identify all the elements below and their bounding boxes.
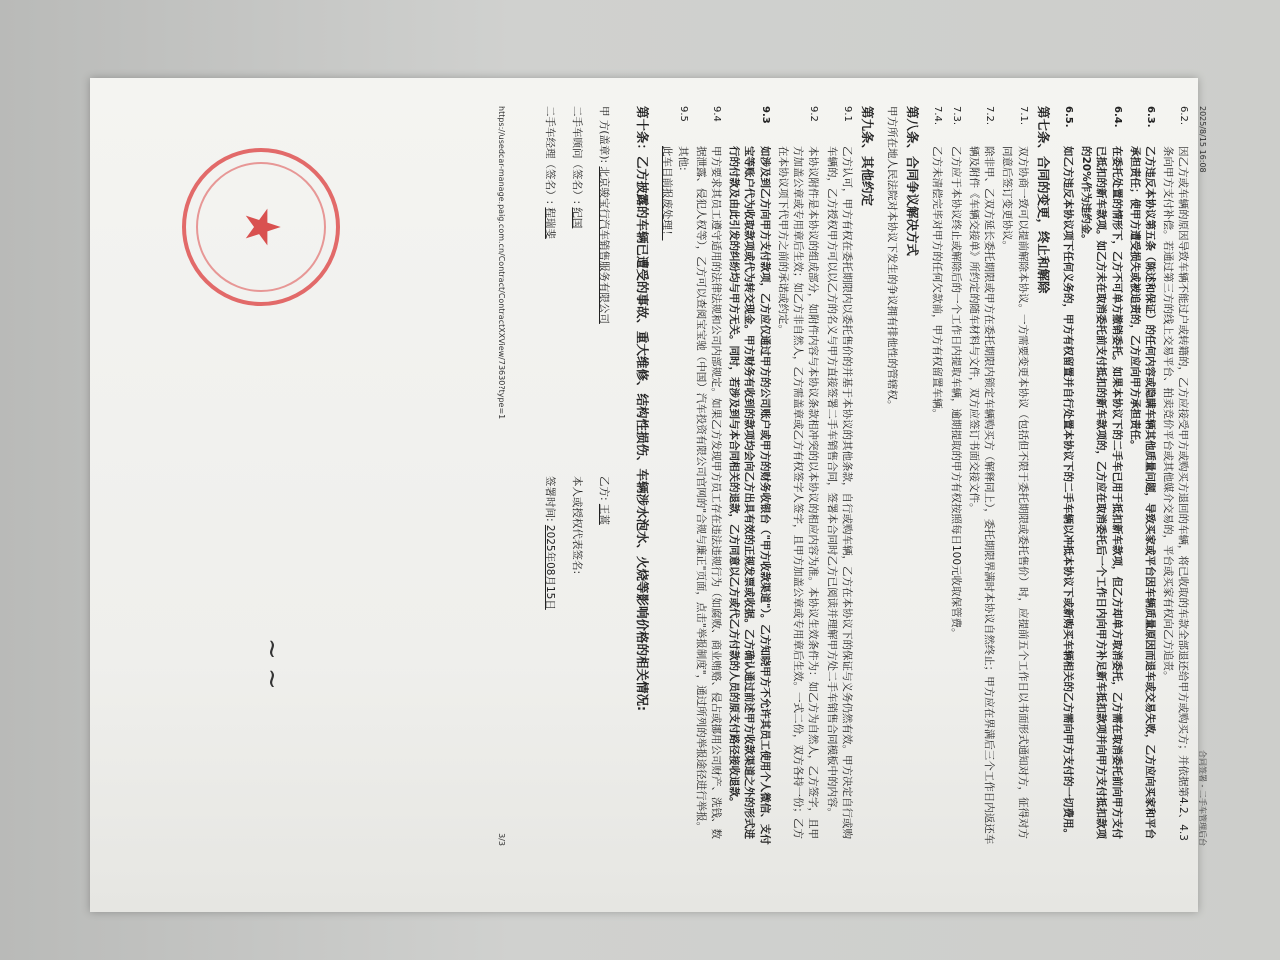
clause-number: 7.1.	[1017, 106, 1029, 126]
contract-page	[90, 78, 1207, 912]
party-b-column	[529, 476, 623, 846]
footer-url: https://usedcar-manage.paig.com.cn/Contract/ContractXXView/73630?type=1	[497, 106, 507, 420]
header-title: 合同签署 - 二手车管理后台	[1198, 750, 1207, 846]
section-7-title: 第七条、合同的变更，终止和解除	[1035, 106, 1051, 294]
section-8-text: 甲方所在地人民法院对本协议下发生的争议拥有排他性的管辖权。	[886, 106, 899, 411]
clause-number: 6.5.	[1062, 106, 1074, 128]
header-date: 2025/8/15 16:08	[1198, 106, 1207, 173]
party-a-column	[529, 106, 623, 476]
clause-number: 7.4.	[932, 106, 944, 126]
clause-number: 9.4	[711, 106, 722, 122]
company-seal	[182, 148, 340, 306]
clause-text: 本协议附件是本协议的组成部分，如附件内容与本协议条款相冲突的以本协议的相应内容为准。本协议生效条件为：如乙方为自然人，乙方签字，且甲方加盖公章或专用章后生效；如乙方非自然人，乙方需盖章或乙方有权签字人签字，且甲方加盖公章或专用章后生效。一式二份，双方各持一份；乙方在本协议项下代甲方之前的承诺或约定。	[776, 146, 820, 839]
clause-text: 甲方要求其员工遵守适用的法律法规和公司内部规定。如果乙方发现甲方员工存在违法违规行为（如腐败、商业贿赂、侵占或挪用公司财产、洗钱、数据泄露、侵犯人权等），乙方可以查阅宝宝驰（中国）汽车投资有限公司官网的"合规与廉正"页面，点击"举报制度"，通过所列的举报途径进行举报。	[694, 146, 722, 839]
page-footer	[496, 106, 508, 846]
manager-line	[541, 106, 556, 476]
advisor-value: 纪国	[570, 207, 583, 229]
clause-number: 6.2.	[1178, 106, 1190, 126]
clause-number: 7.3.	[950, 106, 962, 126]
section-10-title: 第十条：乙方披露的车辆已遭受的事故、重大维修、结构性损伤、车辆涉水泡水、火烧等影响价格的相关情况:	[635, 106, 651, 712]
clause-9-5	[659, 106, 689, 846]
page-number: 3/3	[497, 833, 507, 846]
clause-number: 7.2.	[984, 106, 996, 126]
clause-6-2	[1160, 106, 1190, 846]
clause-extra-note: 此车目前报废处理！	[661, 146, 674, 241]
clause-7-1	[999, 106, 1029, 846]
sign-time-label: 签署时间:	[543, 476, 556, 522]
party-a-line	[596, 106, 611, 476]
clause-6-4	[1078, 106, 1124, 846]
clause-9-2	[775, 106, 821, 846]
clause-text: 因乙方或车辆的原因导致车辆不能过户或转籍的，乙方应接受甲方或购买方退回的车辆，将已收取的车款全部退还给甲方或购买方；并依据第4.2、4.3条向甲方支付补偿。若通过第三方的线上交易平台、拍卖竞价平台或其他媒介交易的，平台或买家有权向乙方追责。	[1162, 146, 1190, 841]
clause-7-3	[947, 106, 962, 846]
clause-7-4	[929, 106, 944, 846]
sign-time-value: 2025年08月15日	[543, 524, 556, 610]
clause-7-2	[966, 106, 996, 846]
clause-9-3	[726, 106, 772, 846]
rep-line	[569, 476, 584, 846]
clause-number: 6.3.	[1144, 106, 1156, 128]
party-a-label: 甲 方(盖章):	[598, 106, 610, 164]
handwritten-signature: ~ ~	[257, 638, 287, 690]
section-8-title: 第八条、合同争议解决方式	[905, 106, 921, 257]
clause-text: 乙方未清偿完毕对甲方的任何欠款前，甲方有权留置车辆。	[931, 146, 944, 419]
clause-text: 双方协商一致可以提前解除本协议。一方需要变更本协议（包括但不限于委托期限或委托售价）时，应提前五个工作日以书面形式通知对方，征得对方同意后签订变更协议。	[1001, 146, 1029, 839]
clause-text: 乙方违反本协议第五条（陈述和保证）的任何内容或隐瞒车辆其他质量问题，导致买家或平台因车辆质量原因而退车或交易失败，乙方应向买家和平台承担责任；使甲方遭受损失或被追责的，乙方应向甲方承担责任。	[1128, 146, 1156, 839]
clause-text: 如乙方违反本协议项下任何义务的，甲方有权留置并自行处置本协议下的二手车辆以冲抵本协议下或新购买车辆相关的乙方需向甲方支付的一切费用。	[1061, 146, 1074, 839]
clause-text: 其他:	[676, 146, 689, 171]
clause-number: 9.1	[841, 106, 853, 122]
section-9-title: 第九条、其他约定	[859, 106, 875, 207]
party-b-value: 王蒿	[598, 503, 610, 525]
sign-time-line	[541, 476, 556, 846]
contract-content	[140, 78, 1220, 878]
advisor-line	[569, 106, 584, 476]
seal-rim	[196, 162, 326, 292]
manager-label: 二手车经理（签名）:	[543, 106, 556, 205]
clause-9-1	[823, 106, 853, 846]
manager-value: 程瑞斐	[543, 207, 556, 239]
clause-text: 乙方认可，甲方有权在委托期限内以委托售价的并基于本协议的其他条款，自行或购车辆，乙方在本协议下的保证与义务仍然有效。甲方决定自行或购车辆的，乙方授权甲方可以以乙方的名义与甲方直接签署二手车销售合同，签署本合同时乙方已阅读并理解甲方处二手车销售合同模板中的内容。	[825, 146, 853, 839]
seal-star-icon: ★	[233, 205, 290, 249]
clause-text: 除非甲、乙双方延长委托期限或甲方在委托期限内锁定车辆购买方（解释同上），委托期限界满时本协议自然终止；甲方应在界满后三个工作日内返还车辆及附件《车辆交接单》所约定的随车材料与文件，双方应签订书面交接文件。	[967, 146, 996, 845]
party-b-label: 乙方:	[598, 476, 610, 501]
clause-6-5	[1060, 106, 1075, 846]
clause-text: 如涉及到乙方向甲方支付款项，乙方应仅通过甲方的公司账户或甲方的财务收银台（"甲方收款渠道"）。乙方知晓甲方不允许其员工使用个人微信、支付宝等账户代为收取款项或代为转交现金。甲方财务有收到的款项均会向乙方出具有效的正规发票或收据。乙方确认通过前述甲方收款渠道之外的形式进行的付款及由此引发的纠纷均与甲方无关。同时，若涉及到与本合同相关的退款，乙方同意以乙方或代乙方付款的人员的原支付路径接收退款。	[728, 146, 771, 845]
rep-label: 本人或授权代表签名:	[570, 476, 583, 575]
party-b-line	[596, 476, 611, 846]
clause-text: 在委托处置的情形下，乙方不可单方撤销委托。如果本协议下的二手车已用于抵扣新车款项，但乙方却单方取消委托，乙方需在取消委托前向甲方支付已抵扣的新车款项。如乙方未在取消委托前支付抵扣的新车款项的，乙方应在取消委托后一个工作日内向甲方补足新车抵扣款项并向甲方支付抵扣款项的20%作为违约金。	[1080, 146, 1123, 839]
signature-block	[529, 106, 623, 846]
party-a-value: 北京骏宝行汽车销售服务有限公司	[598, 166, 610, 324]
clause-text: 乙方应于本协议终止或解除后的一个工作日内提取车辆，逾期提取的甲方有权按照每日100元收取保管费。	[949, 146, 962, 639]
clause-number: 9.3	[759, 106, 771, 124]
clause-6-3	[1127, 106, 1157, 846]
advisor-label: 二手车顾问（签名）:	[570, 106, 583, 205]
clause-number: 9.2	[808, 106, 820, 122]
page-header	[1196, 106, 1208, 846]
clause-9-4	[693, 106, 723, 846]
clause-number: 9.5	[677, 106, 689, 122]
clause-number: 6.4.	[1111, 106, 1123, 128]
